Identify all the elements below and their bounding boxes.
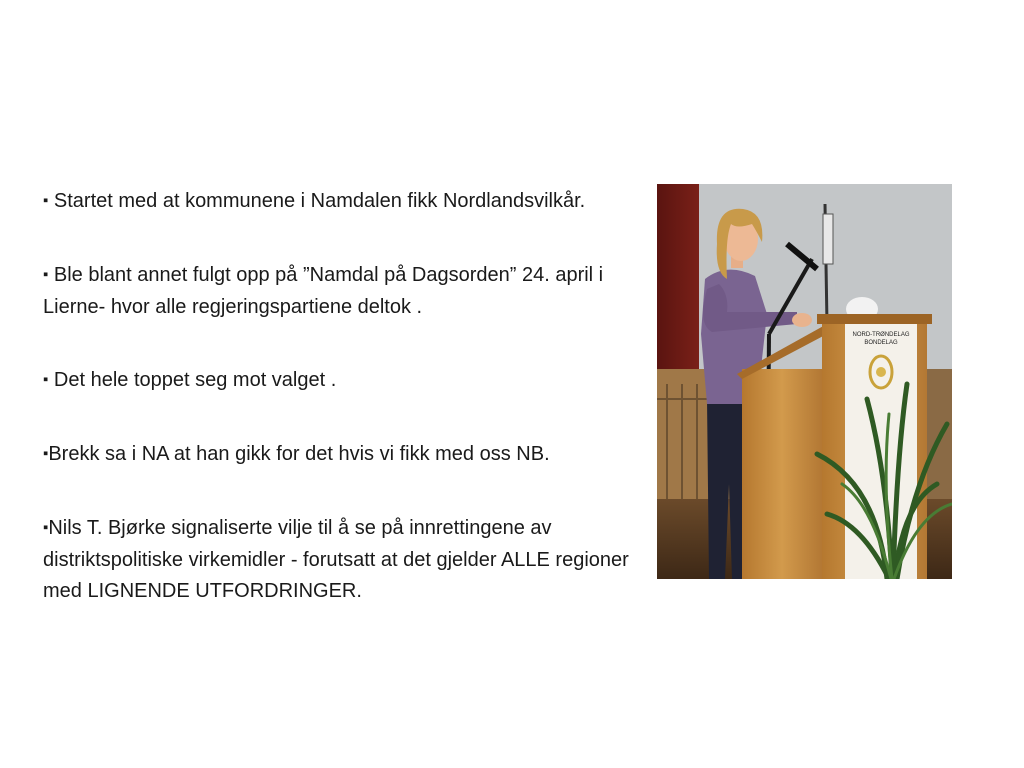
bullet-marker: ▪ xyxy=(43,371,49,388)
podium-sign-line1: NORD-TRØNDELAG xyxy=(852,332,910,338)
bullet-marker: ▪ xyxy=(43,192,49,209)
bullet-marker: ▪ xyxy=(43,266,49,283)
bullet-item xyxy=(43,186,653,218)
bullet-text: Det hele toppet seg mot valget . xyxy=(53,369,337,391)
speaker-photo-illustration xyxy=(657,184,952,579)
podium-logo-center xyxy=(876,367,886,377)
bullet-text: Nils T. Bjørke signaliserte vilje til å se på innrettingene av distriktspolitiske virkemidler - forutsatt at det gjelder ALLE regioner med LIGNENDE UTFORDRINGER. xyxy=(43,517,629,602)
podium-sign-line2: BONDELAG xyxy=(864,340,898,346)
bullet-text: Brekk sa i NA at han gikk for det hvis vi fikk med oss NB. xyxy=(48,443,550,465)
speaker-photo xyxy=(657,184,952,579)
bullet-item xyxy=(43,513,653,607)
bullet-item xyxy=(43,365,653,397)
lamp-head xyxy=(823,214,833,264)
bullet-item xyxy=(43,439,653,471)
bullet-marker: ▪ xyxy=(43,445,49,462)
bullet-list xyxy=(43,186,653,607)
bullet-item xyxy=(43,260,653,323)
red-curtain xyxy=(657,184,699,374)
bullet-text: Startet med at kommunene i Namdalen fikk Nordlandsvilkår. xyxy=(53,190,586,212)
bullet-marker: ▪ xyxy=(43,519,49,536)
bullet-text: Ble blant annet fulgt opp på ”Namdal på Dagsorden” 24. april i Lierne- hvor alle regjeringspartiene deltok . xyxy=(43,264,604,318)
